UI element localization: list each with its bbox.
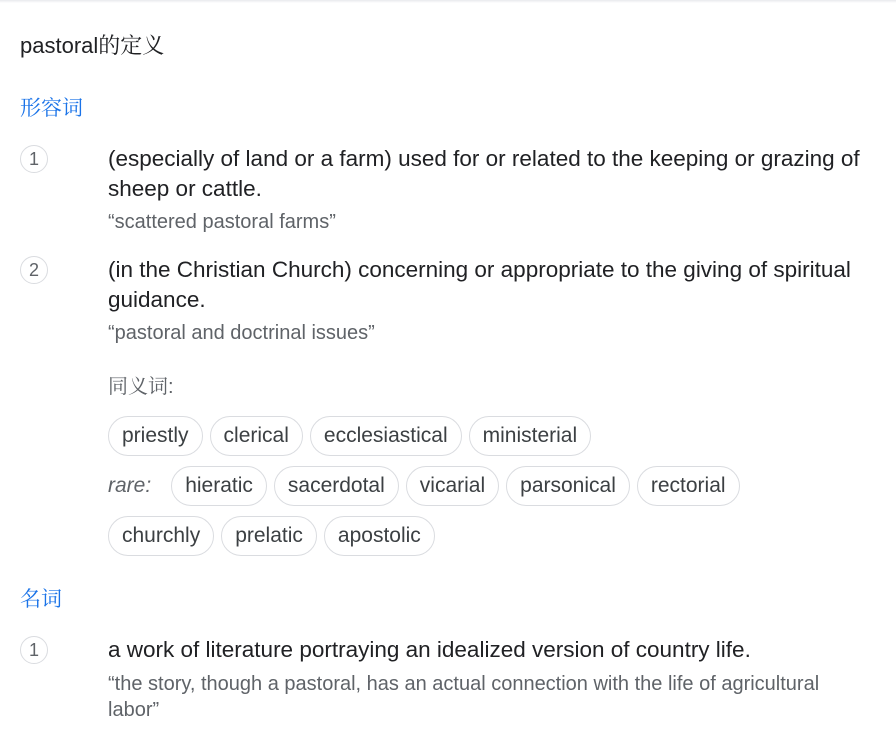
rare-synonyms-row	[108, 466, 747, 506]
synonym-chip-clerical[interactable]: clerical	[210, 416, 303, 456]
synonym-chip-hieratic[interactable]: hieratic	[171, 466, 267, 506]
page-title: pastoral的定义	[20, 33, 165, 58]
sense-number: 1	[20, 145, 48, 173]
synonym-chip-parsonical[interactable]: parsonical	[506, 466, 630, 506]
rare-label: rare:	[108, 474, 152, 497]
sense-example: “pastoral and doctrinal issues”	[108, 322, 375, 344]
synonym-chip-sacerdotal[interactable]: sacerdotal	[274, 466, 399, 506]
rare-synonyms-row-2	[108, 516, 442, 556]
synonym-chip-rectorial[interactable]: rectorial	[637, 466, 740, 506]
sense-definition: a work of literature portraying an idealized version of country life.	[108, 637, 751, 662]
synonym-chip-vicarial[interactable]: vicarial	[406, 466, 499, 506]
synonym-chip-priestly[interactable]: priestly	[108, 416, 203, 456]
sense-number: 1	[20, 636, 48, 664]
synonym-chip-ministerial[interactable]: ministerial	[469, 416, 592, 456]
sense-example: “scattered pastoral farms”	[108, 211, 336, 233]
pos-label-noun: 名词	[20, 588, 62, 611]
synonym-chip-prelatic[interactable]: prelatic	[221, 516, 317, 556]
synonyms-label: 同义词:	[108, 376, 174, 398]
sense-definition: (especially of land or a farm) used for or related to the keeping or grazing of sheep or cattle.	[108, 146, 860, 201]
synonym-chip-ecclesiastical[interactable]: ecclesiastical	[310, 416, 462, 456]
top-divider	[0, 0, 896, 3]
synonym-chip-apostolic[interactable]: apostolic	[324, 516, 435, 556]
synonym-chip-churchly[interactable]: churchly	[108, 516, 214, 556]
sense-example: “the story, though a pastoral, has an actual connection with the life of agricultural labor”	[108, 673, 820, 721]
pos-label-adjective: 形容词	[20, 97, 83, 120]
synonyms-row	[108, 416, 598, 456]
sense-number: 2	[20, 256, 48, 284]
sense-definition: (in the Christian Church) concerning or appropriate to the giving of spiritual guidance.	[108, 257, 851, 312]
